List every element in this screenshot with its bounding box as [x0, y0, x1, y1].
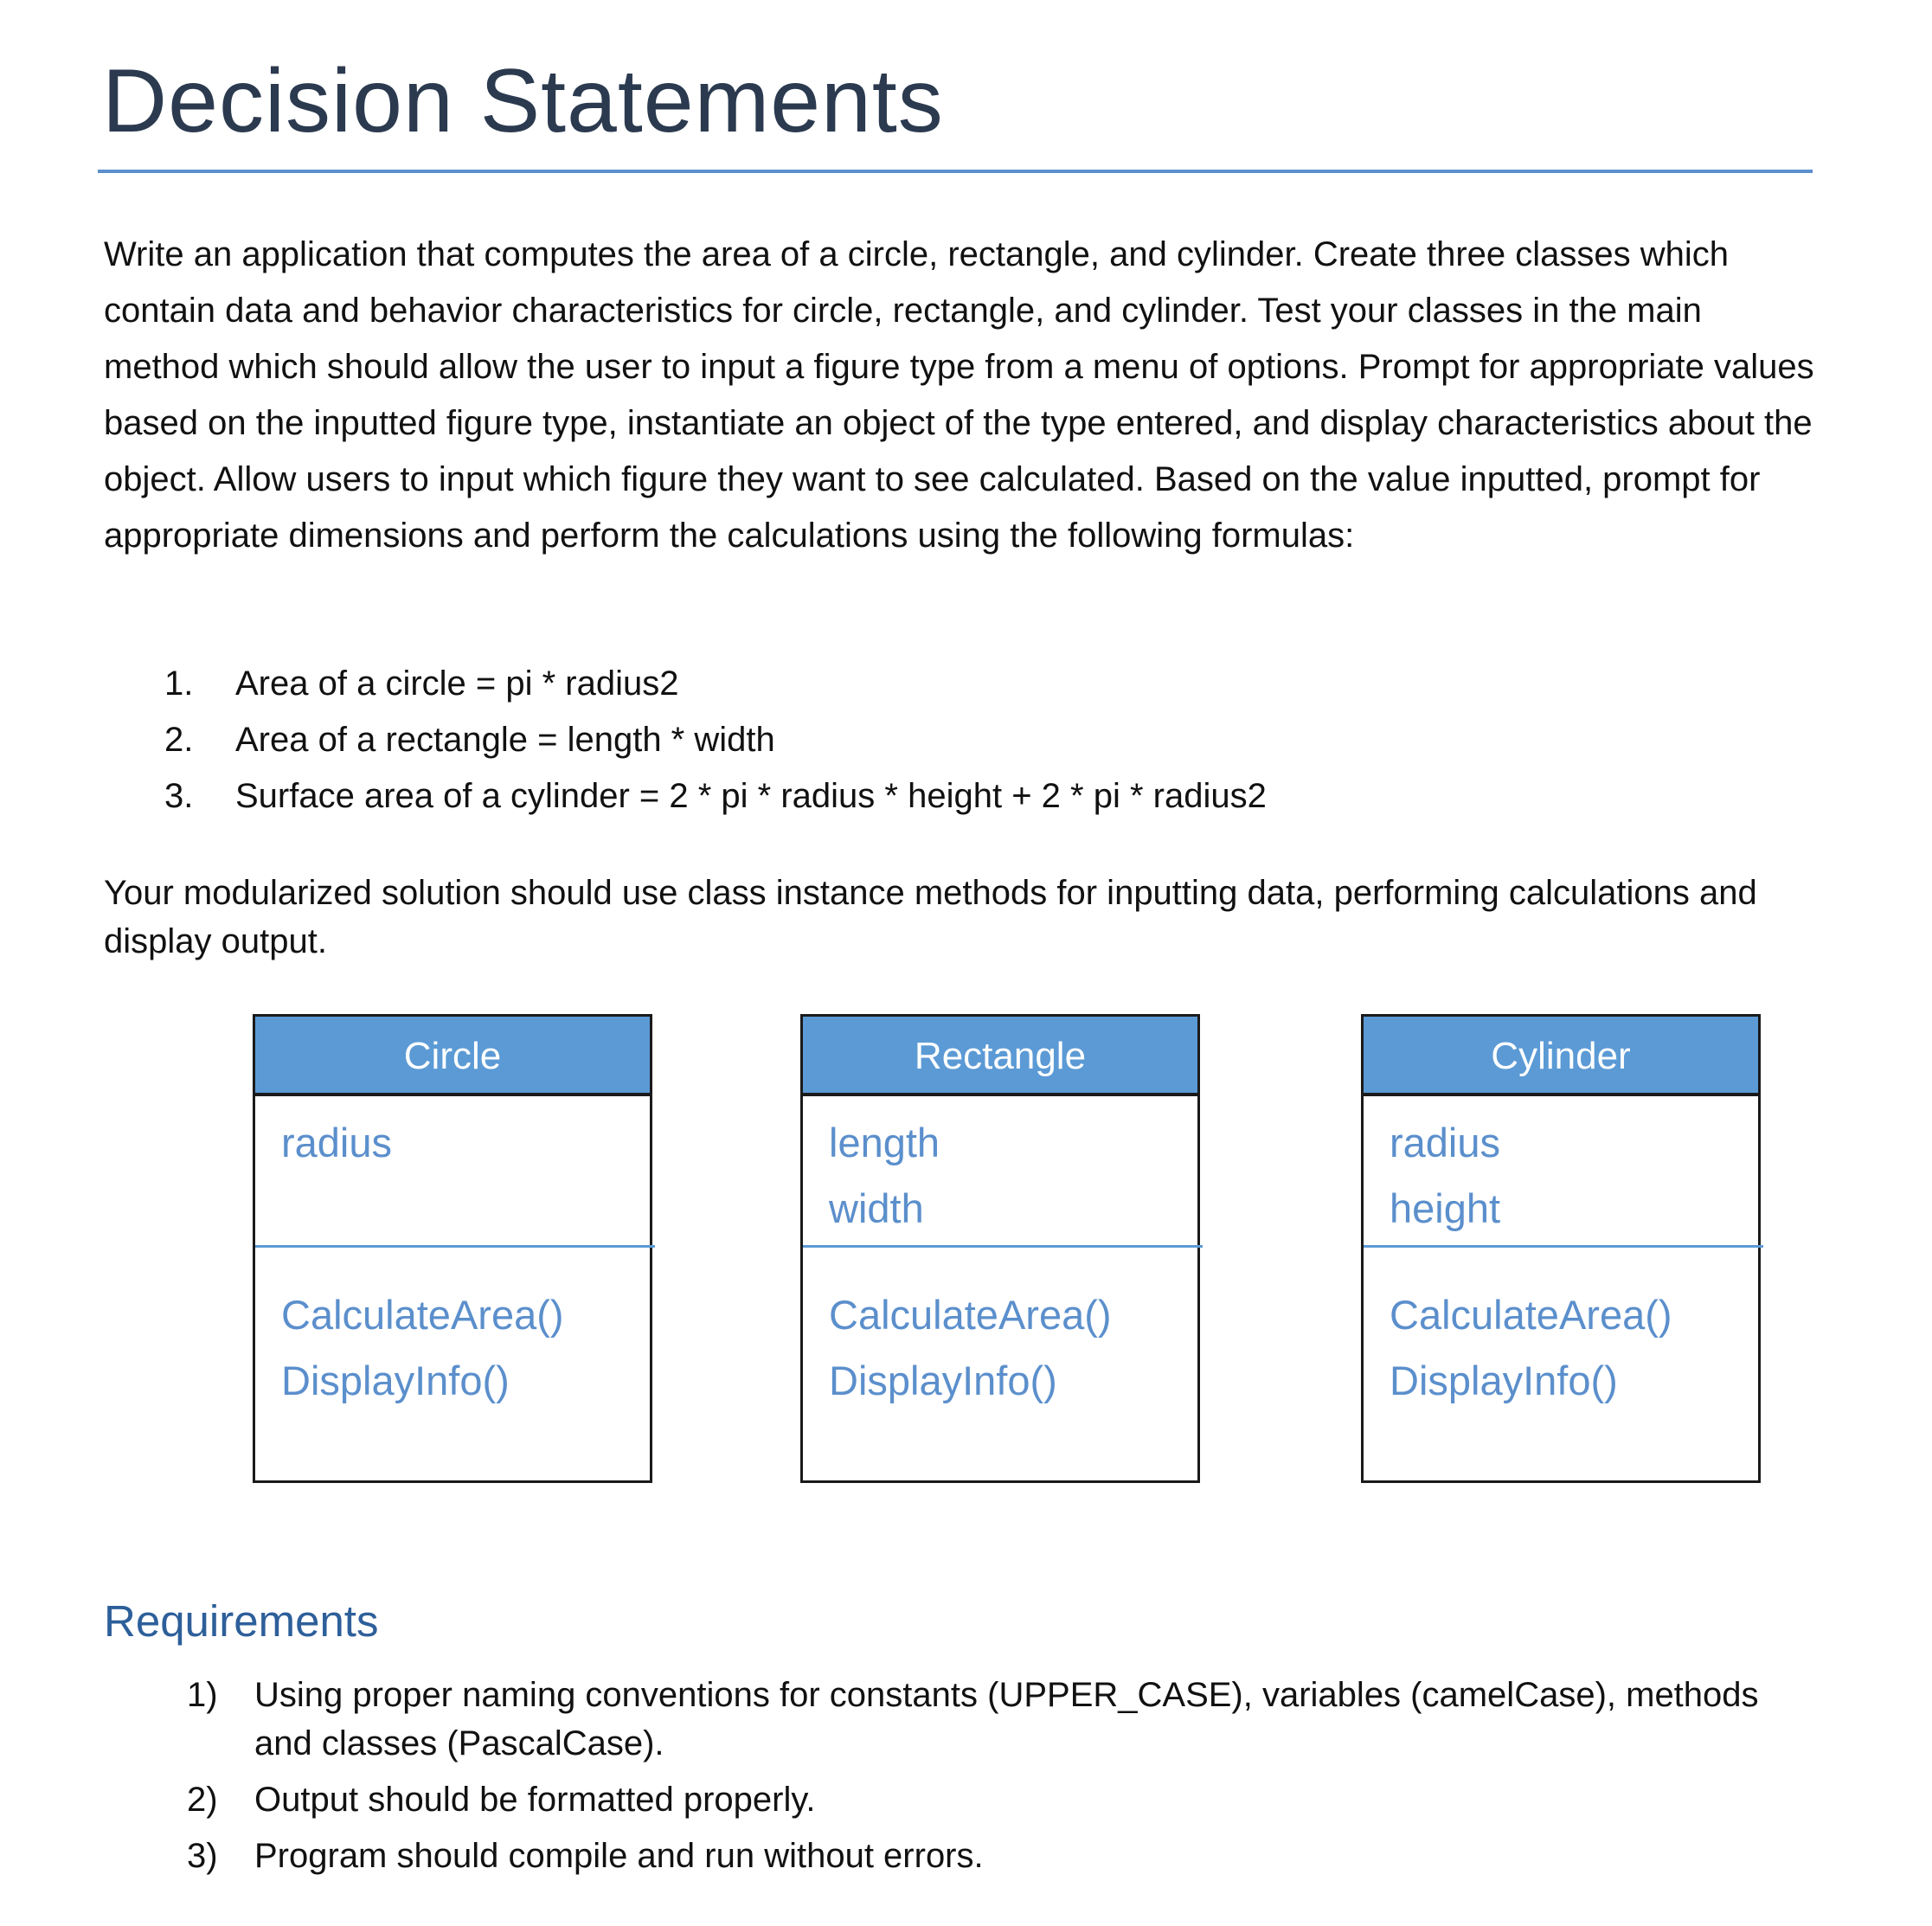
formula-text: Area of a circle = pi * radius2 [235, 664, 679, 703]
uml-class-name: Rectangle [803, 1017, 1197, 1096]
formula-item [164, 656, 1267, 712]
formula-number: 2. [164, 721, 194, 759]
uml-method: CalculateArea() [829, 1292, 1112, 1338]
uml-class-circle [253, 1014, 652, 1483]
formula-text: Area of a rectangle = length * width [235, 721, 775, 759]
title-divider [98, 170, 1813, 173]
uml-attribute: height [1390, 1185, 1501, 1231]
formula-text: Surface area of a cylinder = 2 * pi * radius * height + 2 * pi * radius2 [235, 777, 1267, 815]
requirement-text: Using proper naming conventions for constants (UPPER_CASE), variables (camelCase), methods and classes (PascalCase). [254, 1676, 1759, 1762]
uml-attribute: length [829, 1120, 940, 1165]
uml-attributes [1364, 1096, 1763, 1248]
uml-class-name: Circle [255, 1017, 650, 1096]
uml-methods [255, 1248, 650, 1414]
intro-paragraph: Write an application that computes the area of a circle, rectangle, and cylinder. Create three classes which contain data and behavior characteristics for circle, rectangle, and cylinder. Test your classes in the main method which should allow the user to input a figure type from a menu of options. Prompt for appropriate values based on the inputted figure type, instantiate an object of the type entered, and display characteristics about the object. Allow users to input which figure they want to see calculated. Based on the value inputted, prompt for appropriate dimensions and perform the calculations using the following formulas: [104, 235, 1814, 555]
uml-method: CalculateArea() [281, 1292, 564, 1338]
formula-number: 1. [164, 664, 194, 703]
requirement-item [187, 1671, 1822, 1768]
formula-list [164, 656, 1267, 825]
formula-item [164, 712, 1267, 768]
uml-attribute: radius [281, 1120, 393, 1165]
uml-methods [803, 1248, 1197, 1414]
requirement-text: Output should be formatted properly. [254, 1781, 816, 1819]
uml-method: CalculateArea() [1390, 1292, 1672, 1338]
uml-class-rectangle [800, 1014, 1200, 1483]
uml-method: DisplayInfo() [829, 1358, 1057, 1403]
uml-attributes [803, 1096, 1203, 1248]
requirement-number: 3) [187, 1837, 218, 1875]
uml-class-cylinder [1361, 1014, 1761, 1483]
uml-method: DisplayInfo() [1390, 1358, 1618, 1403]
requirement-text: Program should compile and run without errors. [254, 1837, 984, 1875]
uml-attribute: width [829, 1185, 924, 1231]
requirement-number: 1) [187, 1676, 218, 1714]
uml-class-name: Cylinder [1364, 1017, 1758, 1096]
requirements-heading: Requirements [104, 1596, 379, 1646]
formula-item [164, 768, 1267, 825]
formula-number: 3. [164, 777, 194, 815]
requirements-list [187, 1671, 1822, 1888]
uml-methods [1364, 1248, 1758, 1414]
uml-attribute: radius [1390, 1120, 1501, 1165]
requirement-item [187, 1832, 1822, 1880]
uml-method: DisplayInfo() [281, 1358, 510, 1403]
closing-paragraph: Your modularized solution should use class instance methods for inputting data, performing calculations and display output. [104, 874, 1757, 960]
uml-attributes [255, 1096, 655, 1248]
requirement-number: 2) [187, 1781, 218, 1819]
requirement-item [187, 1775, 1822, 1824]
page-title: Decision Statements [102, 51, 944, 151]
